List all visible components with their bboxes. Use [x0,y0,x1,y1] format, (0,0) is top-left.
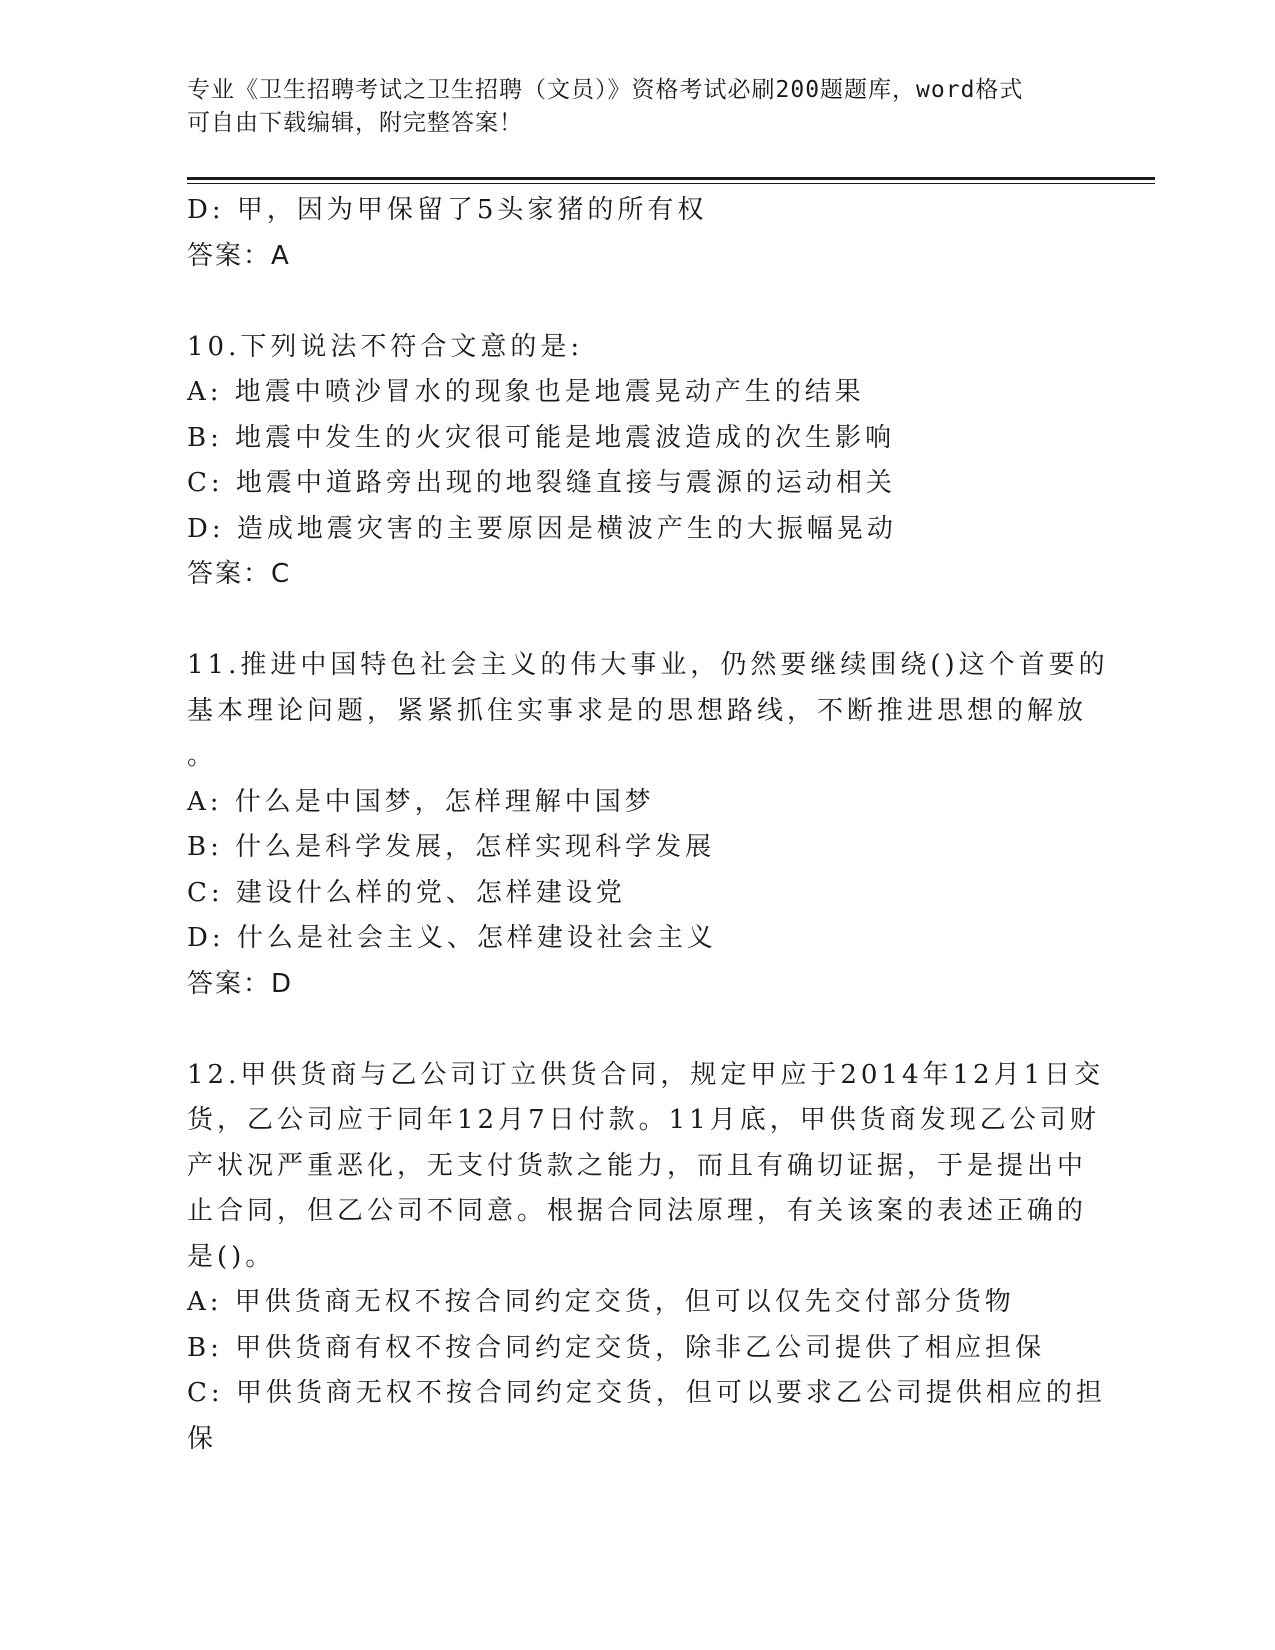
option-a: A: 什么是中国梦，怎样理解中国梦 [187,786,655,817]
spacer [187,279,1087,325]
question-stem-line-3: 。 [187,741,218,771]
option-c: C: 地震中道路旁出现的地裂缝直接与震源的运动相关 [187,468,896,498]
header-divider-thick [187,177,1155,180]
question-11 [187,643,1109,1007]
option-d: D: 造成地震灾害的主要原因是横波产生的大振幅晃动 [187,513,897,544]
question-stem-line-2: 基本理论问题，紧紧抓住实事求是的思想路线，不断推进思想的解放 [187,695,1088,726]
question-10 [187,325,1087,598]
spacer [187,1007,1087,1053]
question-list [187,188,1109,1462]
spacer [187,598,1087,644]
question-stem-line-4: 止合同，但乙公司不同意。根据合同法原理，有关该案的表述正确的 [187,1196,1088,1226]
option-a: A: 甲供货商无权不按合同约定交货，但可以仅先交付部分货物 [187,1287,1015,1317]
header-line-2: 可自由下载编辑，附完整答案！ [187,110,523,136]
header-divider-thin [187,183,1155,184]
option-b: B: 地震中发生的火灾很可能是地震波造成的次生影响 [187,422,896,453]
option-c-line-1: C: 甲供货商无权不按合同约定交货，但可以要求乙公司提供相应的担 [187,1378,1106,1408]
answer-label: 答案：D [187,968,294,999]
option-c: C: 建设什么样的党、怎样建设党 [187,877,626,908]
document-header [187,74,1067,140]
question-stem: 10.下列说法不符合文意的是: [187,331,584,362]
option-d: D: 甲，因为甲保留了5头家猪的所有权 [187,195,708,225]
answer-label: 答案：A [187,240,291,271]
option-a: A: 地震中喷沙冒水的现象也是地震晃动产生的结果 [187,377,865,407]
header-line-1: 专业《卫生招聘考试之卫生招聘（文员）》资格考试必刷200题题库，word格式 [187,77,1024,103]
option-b: B: 甲供货商有权不按合同约定交货，除非乙公司提供了相应担保 [187,1332,1046,1363]
question-stem-line-2: 货，乙公司应于同年12月7日付款。11月底，甲供货商发现乙公司财 [187,1105,1100,1135]
question-stem-line-1: 12.甲供货商与乙公司订立供货合同，规定甲应于2014年12月1日交 [187,1059,1105,1090]
question-9-tail [187,188,1087,279]
question-stem-line-3: 产状况严重恶化，无支付货款之能力，而且有确切证据，于是提出中 [187,1150,1088,1181]
question-stem-line-1: 11.推进中国特色社会主义的伟大事业，仍然要继续围绕()这个首要的 [187,650,1109,680]
option-d: D: 什么是社会主义、怎样建设社会主义 [187,923,717,953]
option-c-line-2: 保 [187,1423,218,1454]
option-b: B: 什么是科学发展，怎样实现科学发展 [187,832,716,862]
answer-label: 答案：C [187,559,292,589]
question-stem-line-5: 是()。 [187,1241,276,1272]
question-12 [187,1053,1106,1463]
